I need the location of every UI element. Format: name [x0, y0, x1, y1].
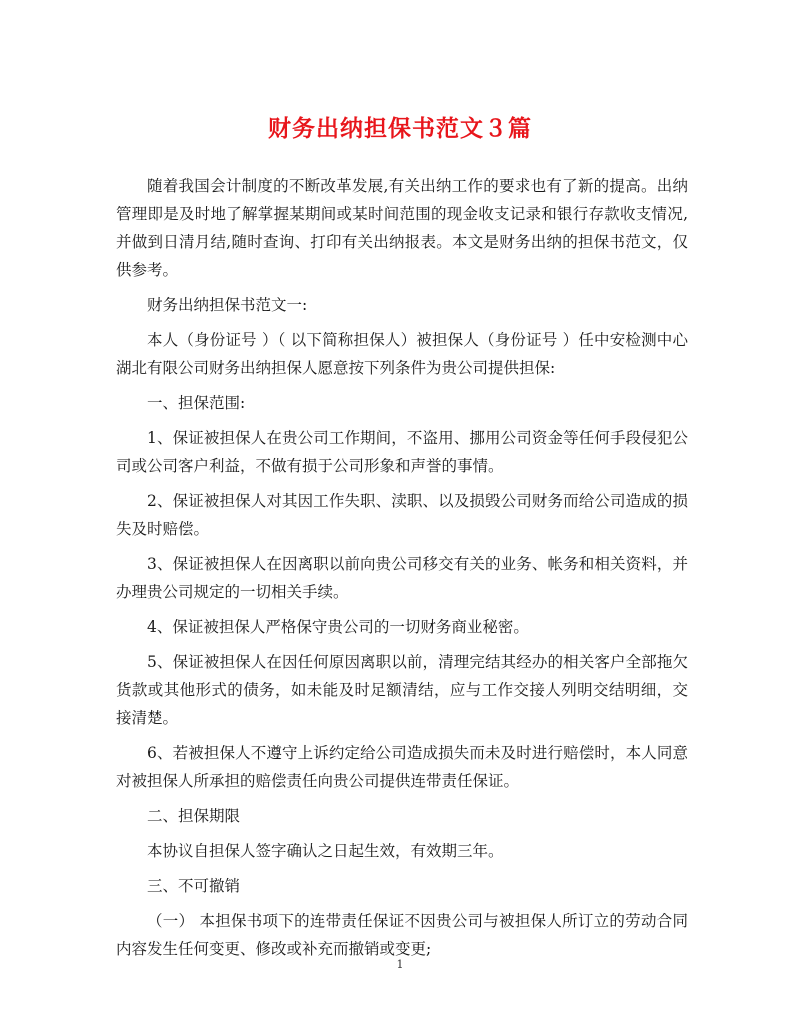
document-title: 财务出纳担保书范文３篇 [268, 115, 532, 142]
paragraph-guarantor-statement: 本人（身份证号 ）（ 以下简称担保人）被担保人（身份证号 ）任中安检测中心湖北有限公司财务出纳担保人愿意按下列条件为贵公司提供担保: [116, 331, 688, 377]
section-heading-irrevocable: 三、不可撤销 [147, 877, 241, 895]
paragraph-sample-heading: 财务出纳担保书范文一: [147, 296, 308, 314]
clause-1: 1、保证被担保人在贵公司工作期间，不盗用、挪用公司资金等任何手段侵犯公司或公司客户利益，不做有损于公司形象和声誉的事情。 [116, 429, 688, 475]
clause-2: 2、保证被担保人对其因工作失职、渎职、以及损毁公司财务而给公司造成的损失及时赔偿。 [116, 492, 688, 538]
clause-5: 5、保证被担保人在因任何原因离职以前，清理完结其经办的相关客户全部拖欠货款或其他形式的债务，如未能及时足额清结，应与工作交接人列明交结明细，交接清楚。 [116, 653, 688, 727]
clause-6: 6、若被担保人不遵守上诉约定给公司造成损失而未及时进行赔偿时，本人同意对被担保人所承担的赔偿责任向贵公司提供连带责任保证。 [116, 744, 688, 790]
paragraph-irrevocable-1: （一） 本担保书项下的连带责任保证不因贵公司与被担保人所订立的劳动合同内容发生任何变更、修改或补充而撤销或变更; [116, 912, 688, 958]
clause-3: 3、保证被担保人在因离职以前向贵公司移交有关的业务、帐务和相关资料，并办理贵公司规定的一切相关手续。 [116, 555, 688, 601]
paragraph-term: 本协议自担保人签字确认之日起生效，有效期三年。 [147, 842, 504, 860]
section-heading-scope: 一、担保范围: [147, 394, 246, 412]
document-body [116, 172, 688, 963]
page-number: 1 [396, 958, 404, 971]
clause-4: 4、保证被担保人严格保守贵公司的一切财务商业秘密。 [147, 618, 529, 636]
paragraph-intro: 随着我国会计制度的不断改革发展,有关出纳工作的要求也有了新的提高。出纳管理即是及时地了解掌握某期间或某时间范围的现金收支记录和银行存款收支情况,并做到日清月结,随时查询、打印有关出纳报表。本文是财务出纳的担保书范文，仅供参考。 [116, 177, 688, 279]
section-heading-term: 二、担保期限 [147, 807, 241, 825]
